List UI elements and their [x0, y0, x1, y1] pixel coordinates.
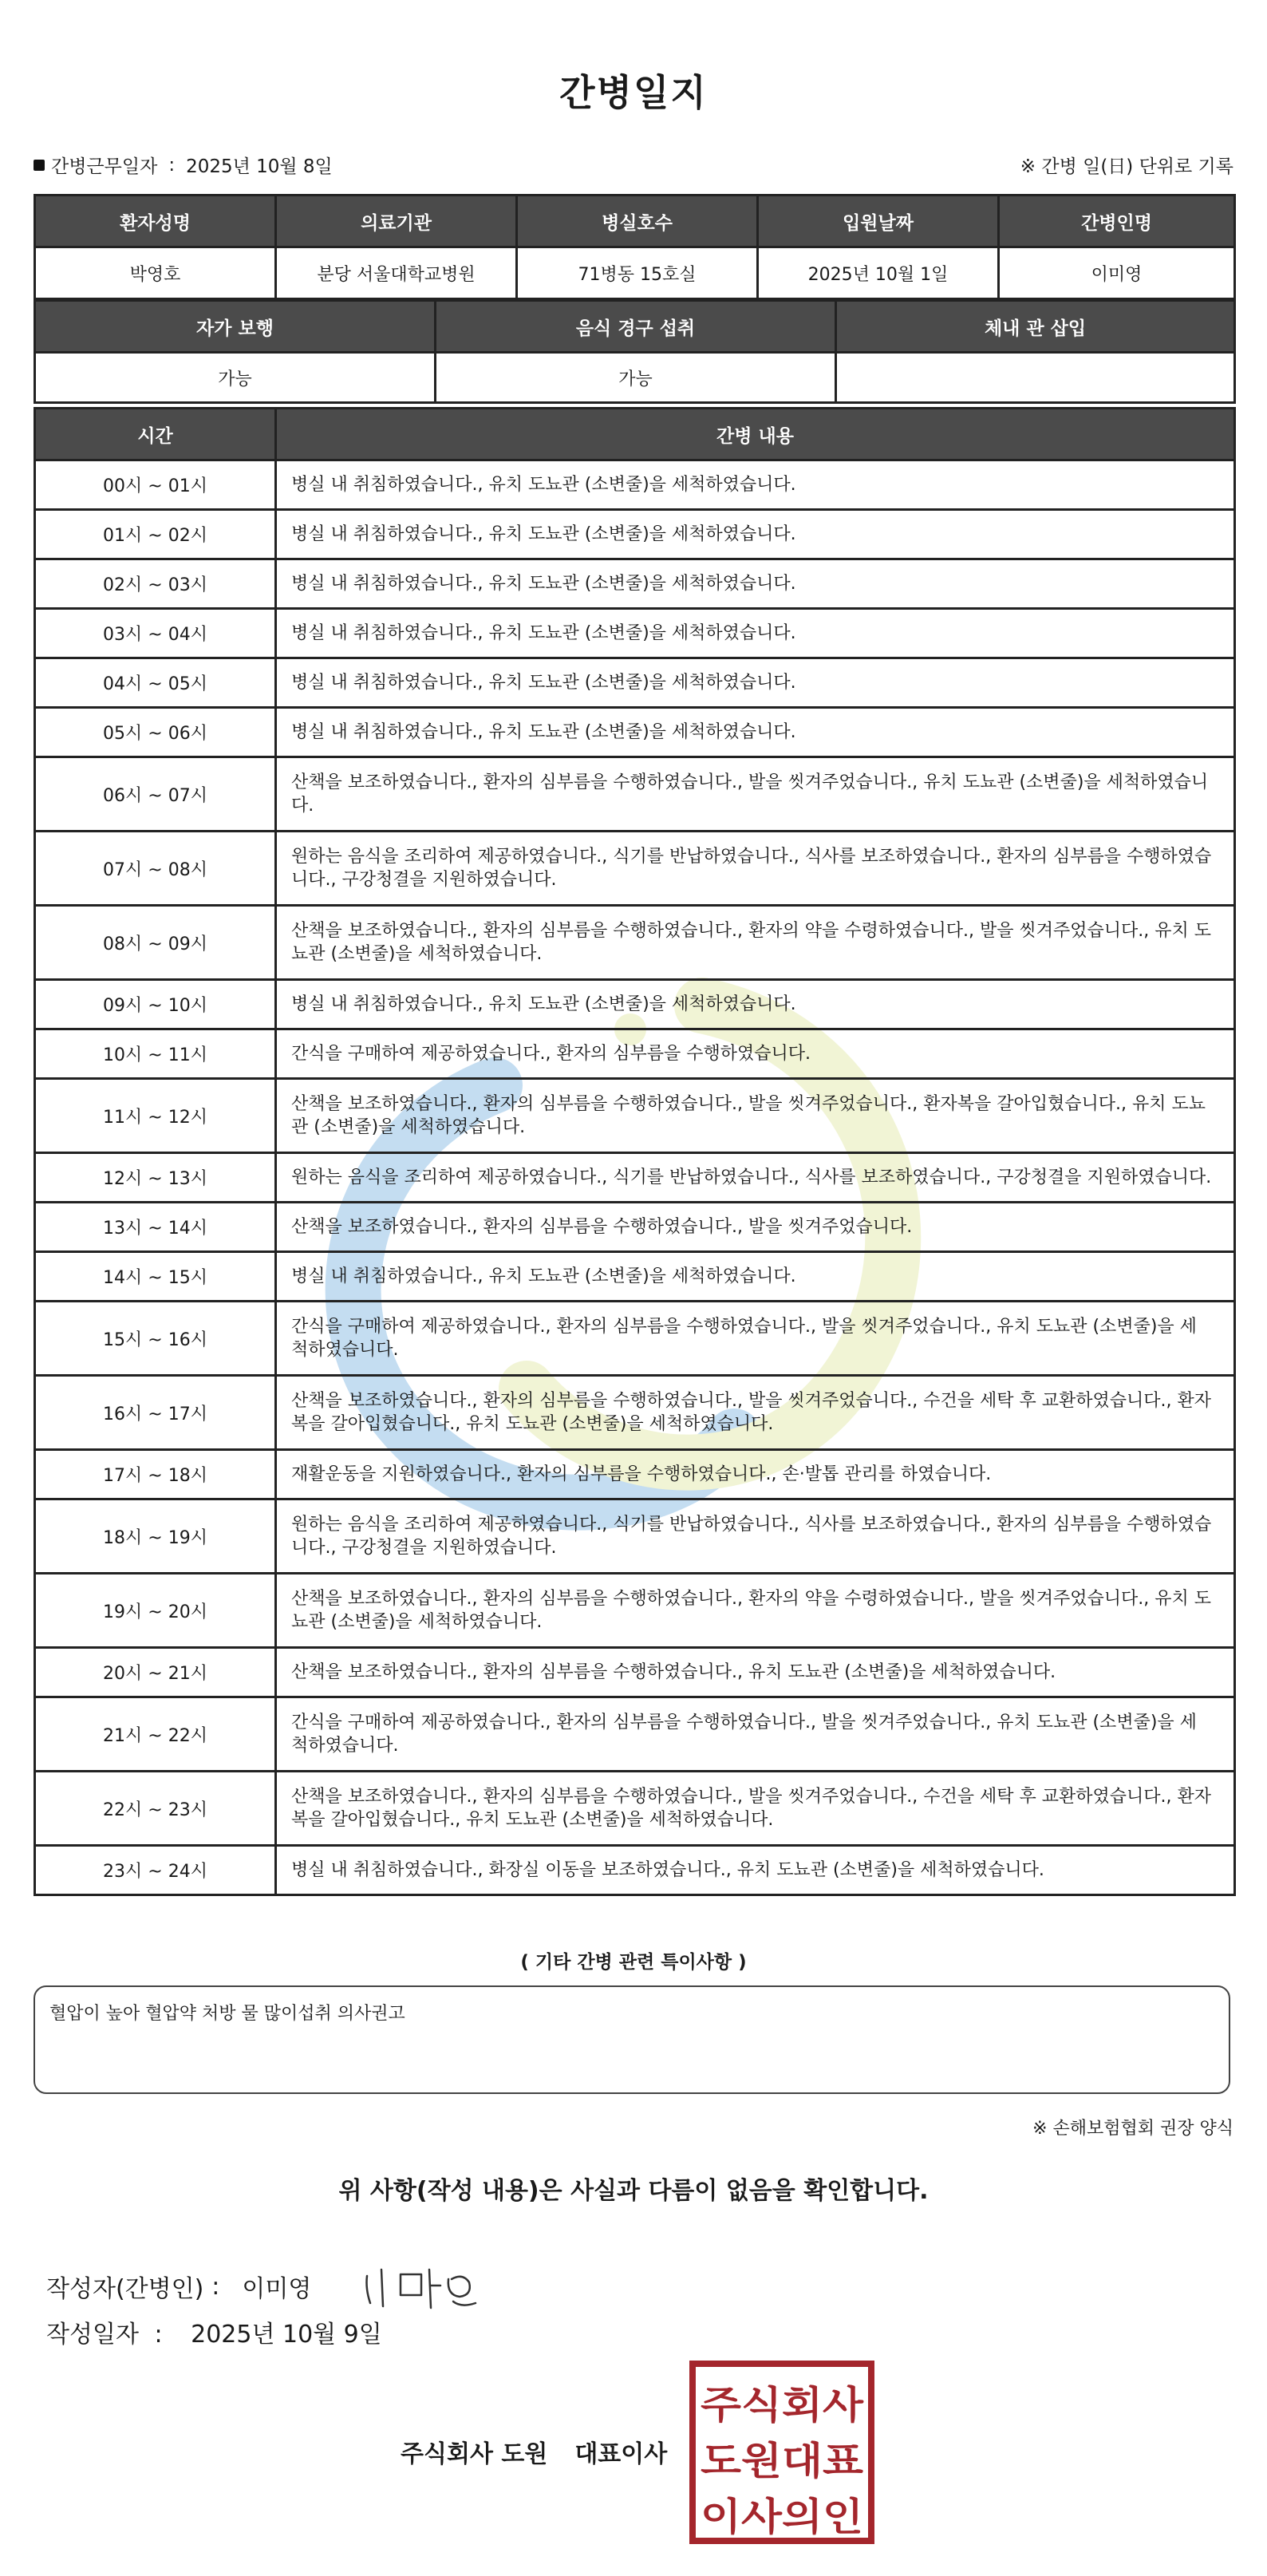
log-content: 병실 내 취침하였습니다., 유치 도뇨관 (소변줄)을 세척하였습니다. [276, 460, 1235, 510]
header-room-number: 병실호수 [517, 196, 758, 247]
log-time: 08시 ~ 09시 [35, 906, 276, 980]
table-row [35, 658, 1235, 708]
log-content: 산책을 보조하였습니다., 환자의 심부름을 수행하였습니다., 환자의 약을 수령하였습니다., 발을 씻겨주었습니다., 유치 도뇨관 (소변줄)을 세척하였습니다. [276, 1574, 1235, 1648]
log-time: 10시 ~ 11시 [35, 1029, 276, 1079]
notes-content: 혈압이 높아 혈압약 처방 물 많이섭취 의사권고 [49, 2004, 405, 2024]
work-date-value: 2025년 10월 8일 [186, 156, 333, 177]
log-content: 산책을 보조하였습니다., 환자의 심부름을 수행하였습니다., 유치 도뇨관 (소변줄)을 세척하였습니다. [276, 1648, 1235, 1697]
log-time: 04시 ~ 05시 [35, 658, 276, 708]
condition-header-row [35, 301, 1235, 353]
hospital: 분당 서울대학교병원 [276, 247, 517, 299]
handwritten-signature [359, 2258, 487, 2314]
patient-name: 박영호 [35, 247, 276, 299]
writer-label: 작성자(간병인) [46, 2275, 204, 2303]
log-content: 산책을 보조하였습니다., 환자의 심부름을 수행하였습니다., 발을 씻겨주었습니다., 수건을 세탁 후 교환하였습니다., 환자복을 갈아입혔습니다., 유치 도뇨관 (소변줄)을 세척하였습니다. [276, 1772, 1235, 1846]
table-row [35, 1846, 1235, 1895]
log-content: 병실 내 취침하였습니다., 유치 도뇨관 (소변줄)을 세척하였습니다. [276, 559, 1235, 609]
seal-line-3: 이사의인 [701, 2495, 863, 2539]
meta-row [34, 152, 1233, 184]
table-row [35, 1648, 1235, 1697]
table-row [35, 1574, 1235, 1648]
header-care-content: 간병 내용 [276, 409, 1235, 460]
work-date-separator: : [168, 154, 176, 176]
patient-info-header-row [35, 196, 1235, 247]
log-time: 12시 ~ 13시 [35, 1153, 276, 1203]
log-content: 병실 내 취침하였습니다., 유치 도뇨관 (소변줄)을 세척하였습니다. [276, 980, 1235, 1029]
log-time: 23시 ~ 24시 [35, 1846, 276, 1895]
log-time: 16시 ~ 17시 [35, 1376, 276, 1450]
self-walking: 가능 [35, 353, 436, 403]
header-oral-intake: 음식 경구 섭취 [436, 301, 836, 353]
company-name: 주식회사 도원 [401, 2440, 548, 2468]
confirmation-statement: 위 사항(작성 내용)은 사실과 다름이 없음을 확인합니다. [338, 2177, 929, 2205]
table-row [35, 460, 1235, 510]
table-row [35, 1772, 1235, 1846]
log-content: 산책을 보조하였습니다., 환자의 심부름을 수행하였습니다., 발을 씻겨주었습니다., 환자복을 갈아입혔습니다., 유치 도뇨관 (소변줄)을 세척하였습니다. [276, 1079, 1235, 1153]
log-time: 00시 ~ 01시 [35, 460, 276, 510]
log-content: 간식을 구매하여 제공하였습니다., 환자의 심부름을 수행하였습니다., 발을 씻겨주었습니다., 유치 도뇨관 (소변줄)을 세척하였습니다. [276, 1697, 1235, 1772]
log-time: 13시 ~ 14시 [35, 1203, 276, 1252]
header-caregiver-name: 간병인명 [999, 196, 1235, 247]
written-date-label: 작성일자 [46, 2321, 139, 2349]
log-content: 산책을 보조하였습니다., 환자의 심부름을 수행하였습니다., 발을 씻겨주었습니다. [276, 1203, 1235, 1252]
log-time: 01시 ~ 02시 [35, 510, 276, 559]
table-row [35, 1029, 1235, 1079]
bullet-square-icon [34, 160, 45, 171]
log-content: 원하는 음식을 조리하여 제공하였습니다., 식기를 반납하였습니다., 식사를 보조하였습니다., 환자의 심부름을 수행하였습니다., 구강청결을 지원하였습니다. [276, 832, 1235, 906]
log-content: 재활운동을 지원하였습니다., 환자의 심부름을 수행하였습니다., 손·발톱 관리를 하였습니다. [276, 1450, 1235, 1499]
oral-intake: 가능 [436, 353, 836, 403]
log-content: 병실 내 취침하였습니다., 유치 도뇨관 (소변줄)을 세척하였습니다. [276, 1252, 1235, 1302]
writer-separator: : [211, 2272, 220, 2301]
header-tube-insertion: 체내 관 삽입 [836, 301, 1235, 353]
log-time: 06시 ~ 07시 [35, 757, 276, 832]
header-self-walking: 자가 보행 [35, 301, 436, 353]
header-hospital: 의료기관 [276, 196, 517, 247]
caregiver-name: 이미영 [999, 247, 1235, 299]
table-row [35, 906, 1235, 980]
log-time: 02시 ~ 03시 [35, 559, 276, 609]
log-time: 19시 ~ 20시 [35, 1574, 276, 1648]
table-row [35, 1203, 1235, 1252]
table-row [35, 1252, 1235, 1302]
writer-name: 이미영 [242, 2275, 312, 2303]
company-seal-icon [689, 2361, 874, 2544]
company-representative-title: 대표이사 [574, 2440, 668, 2468]
log-time: 15시 ~ 16시 [35, 1302, 276, 1376]
log-content: 병실 내 취침하였습니다., 화장실 이동을 보조하였습니다., 유치 도뇨관 (소변줄)을 세척하였습니다. [276, 1846, 1235, 1895]
table-row [35, 1079, 1235, 1153]
table-row [35, 832, 1235, 906]
work-date [34, 152, 333, 178]
log-time: 05시 ~ 06시 [35, 708, 276, 757]
table-row [35, 1450, 1235, 1499]
admission-date: 2025년 10월 1일 [758, 247, 999, 299]
table-row [35, 1376, 1235, 1450]
notes-title: ( 기타 간병 관련 특이사항 ) [520, 1952, 747, 1973]
unit-note: ※ 간병 일(日) 단위로 기록 [1020, 156, 1233, 177]
form-note: ※ 손해보험협회 권장 양식 [1032, 2119, 1233, 2139]
work-date-label: 간병근무일자 [51, 156, 158, 177]
table-row [35, 609, 1235, 658]
log-time: 07시 ~ 08시 [35, 832, 276, 906]
log-time: 09시 ~ 10시 [35, 980, 276, 1029]
log-time: 22시 ~ 23시 [35, 1772, 276, 1846]
seal-line-1: 주식회사 [701, 2383, 864, 2428]
log-content: 원하는 음식을 조리하여 제공하였습니다., 식기를 반납하였습니다., 식사를 보조하였습니다., 구강청결을 지원하였습니다. [276, 1153, 1235, 1203]
written-date-value: 2025년 10월 9일 [191, 2321, 382, 2349]
patient-info-table [34, 194, 1236, 300]
seal-line-2: 도원대표 [701, 2439, 864, 2483]
condition-table [34, 299, 1236, 404]
tube-insertion [836, 353, 1235, 403]
log-time: 11시 ~ 12시 [35, 1079, 276, 1153]
table-row [35, 980, 1235, 1029]
table-row [35, 1499, 1235, 1574]
log-content: 병실 내 취침하였습니다., 유치 도뇨관 (소변줄)을 세척하였습니다. [276, 510, 1235, 559]
table-row [35, 757, 1235, 832]
log-time: 17시 ~ 18시 [35, 1450, 276, 1499]
log-content: 원하는 음식을 조리하여 제공하였습니다., 식기를 반납하였습니다., 식사를 보조하였습니다., 환자의 심부름을 수행하였습니다., 구강청결을 지원하였습니다. [276, 1499, 1235, 1574]
notes-box [34, 1985, 1230, 2094]
log-content: 간식을 구매하여 제공하였습니다., 환자의 심부름을 수행하였습니다., 발을 씻겨주었습니다., 유치 도뇨관 (소변줄)을 세척하였습니다. [276, 1302, 1235, 1376]
log-content: 산책을 보조하였습니다., 환자의 심부름을 수행하였습니다., 발을 씻겨주었습니다., 유치 도뇨관 (소변줄)을 세척하였습니다. [276, 757, 1235, 832]
header-admission-date: 입원날짜 [758, 196, 999, 247]
log-time: 03시 ~ 04시 [35, 609, 276, 658]
table-row [35, 510, 1235, 559]
care-log-header-row [35, 409, 1235, 460]
log-content: 간식을 구매하여 제공하였습니다., 환자의 심부름을 수행하였습니다. [276, 1029, 1235, 1079]
log-time: 21시 ~ 22시 [35, 1697, 276, 1772]
log-time: 18시 ~ 19시 [35, 1499, 276, 1574]
patient-info-value-row [35, 247, 1235, 299]
table-row [35, 1697, 1235, 1772]
log-content: 병실 내 취침하였습니다., 유치 도뇨관 (소변줄)을 세척하였습니다. [276, 708, 1235, 757]
header-time: 시간 [35, 409, 276, 460]
log-time: 20시 ~ 21시 [35, 1648, 276, 1697]
table-row [35, 559, 1235, 609]
condition-value-row [35, 353, 1235, 403]
writer-row [46, 2258, 487, 2314]
log-time: 14시 ~ 15시 [35, 1252, 276, 1302]
log-content: 병실 내 취침하였습니다., 유치 도뇨관 (소변줄)을 세척하였습니다. [276, 609, 1235, 658]
table-row [35, 1302, 1235, 1376]
written-date-row [46, 2314, 382, 2349]
written-date-separator: : [154, 2321, 163, 2349]
company-line [401, 2434, 667, 2469]
log-content: 산책을 보조하였습니다., 환자의 심부름을 수행하였습니다., 환자의 약을 수령하였습니다., 발을 씻겨주었습니다., 유치 도뇨관 (소변줄)을 세척하였습니다. [276, 906, 1235, 980]
table-row [35, 708, 1235, 757]
room-number: 71병동 15호실 [517, 247, 758, 299]
log-content: 병실 내 취침하였습니다., 유치 도뇨관 (소변줄)을 세척하였습니다. [276, 658, 1235, 708]
care-log-table [34, 407, 1236, 1896]
log-content: 산책을 보조하였습니다., 환자의 심부름을 수행하였습니다., 발을 씻겨주었습니다., 수건을 세탁 후 교환하였습니다., 환자복을 갈아입혔습니다., 유치 도뇨관 (소변줄)을 세척하였습니다. [276, 1376, 1235, 1450]
header-patient-name: 환자성명 [35, 196, 276, 247]
table-row [35, 1153, 1235, 1203]
document-title: 간병일지 [559, 71, 708, 114]
